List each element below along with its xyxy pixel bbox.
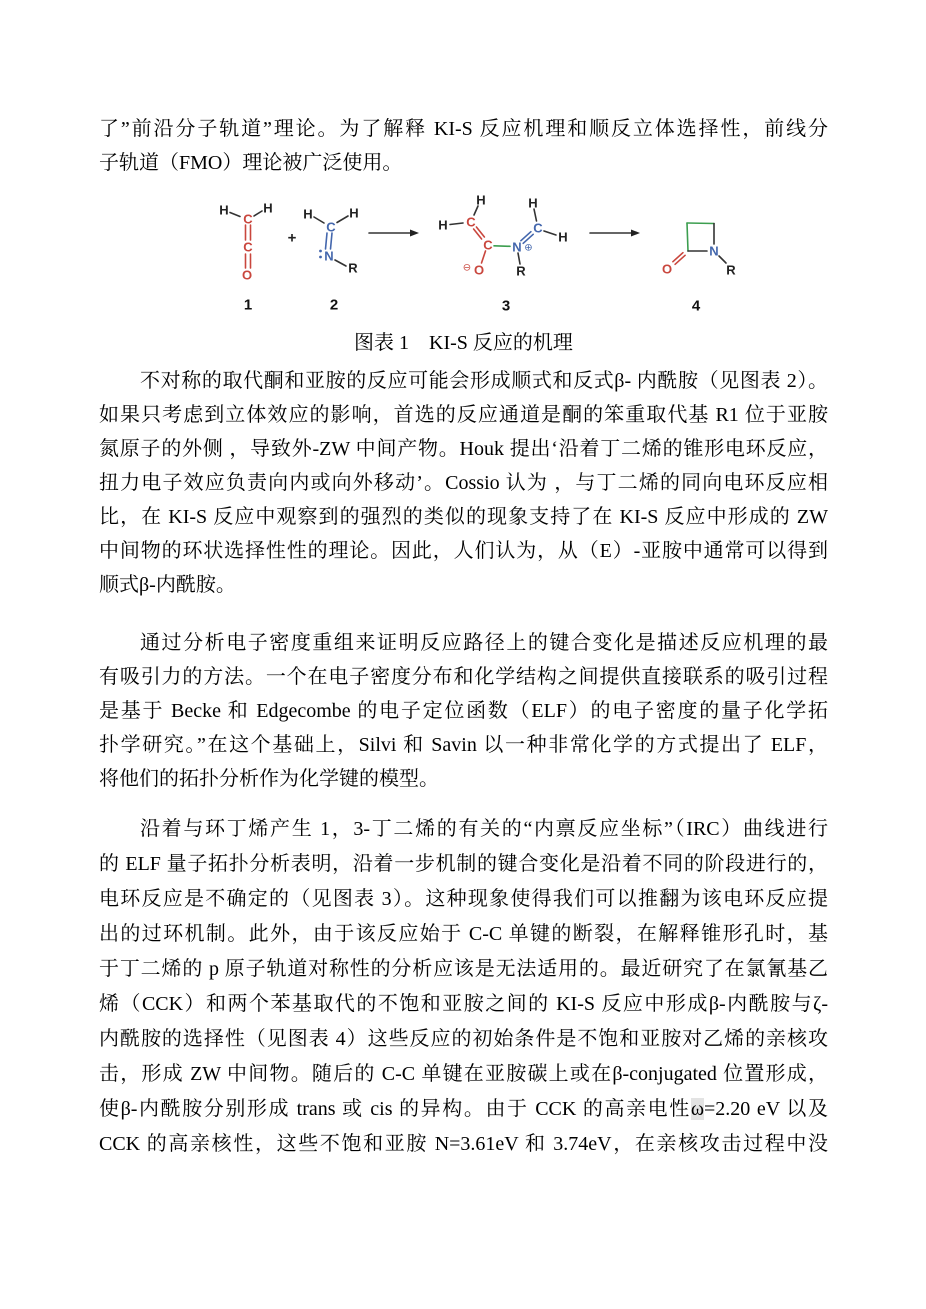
atom-label-h: H xyxy=(263,200,273,216)
beta-lactam-structure xyxy=(662,223,736,315)
text-line: 将他们的拓扑分析作为化学键的模型。 xyxy=(99,768,439,790)
text-line: 的 ELF 量子拓扑分析表明，沿着一步机制的键合变化是沿着不同的阶段进行的， xyxy=(99,853,828,875)
text-segment: =2.20 eV 以及 xyxy=(704,1098,828,1120)
reaction-scheme-figure xyxy=(180,190,760,322)
imine-structure xyxy=(303,206,358,314)
paragraph xyxy=(99,112,828,180)
atom-label-h: H xyxy=(219,202,229,218)
text-line: 扭力电子效应负责向内或向外移动’。Cossio 认为 ，与丁二烯的同向电环反应相 xyxy=(99,472,828,494)
paragraph xyxy=(99,364,828,602)
atom-label-h: H xyxy=(438,217,448,233)
text-line: 是基于 Becke 和 Edgecombe 的电子定位函数（ELF）的电子密度的量子化学拓 xyxy=(99,700,828,722)
paragraph xyxy=(99,812,828,1162)
atom-label-c: C xyxy=(326,219,336,235)
lone-pair-dot xyxy=(319,256,322,259)
atom-label-h: H xyxy=(476,192,486,208)
atom-label-c: C xyxy=(243,211,253,227)
text-line: 电环反应是不确定的（见图表 3）。这种现象使得我们可以推翻为该电环反应提 xyxy=(99,888,828,910)
atom-label-o: O xyxy=(473,262,485,278)
atom-label-r: R xyxy=(726,262,736,278)
atom-label-h: H xyxy=(558,229,568,245)
text-line: 中间物的环状选择性性的理论。因此，人们认为，从（E）-亚胺中通常可以得到 xyxy=(99,540,828,562)
atom-label-r: R xyxy=(348,260,358,276)
text-segment: 使β-内酰胺分别形成 trans 或 cis 的异构。由于 CCK 的高亲电性 xyxy=(99,1098,691,1120)
atom-label-c: C xyxy=(533,220,543,236)
ketene-structure xyxy=(219,201,272,314)
text-line: 如果只考虑到立体效应的影响，首选的反应通道是酮的笨重取代基 R1 位于亚胺 xyxy=(99,404,828,426)
atom-label-r: R xyxy=(516,263,526,279)
atom-label-h: H xyxy=(303,206,313,222)
text-line: 烯（CCK）和两个苯基取代的不饱和亚胺之间的 KI-S 反应中形成β-内酰胺与ζ- xyxy=(99,993,828,1015)
atom-label-c: C xyxy=(466,214,476,230)
atom-label-n: N xyxy=(709,243,719,259)
molecule-number-3: 3 xyxy=(501,297,511,315)
text-line xyxy=(99,1092,828,1127)
lone-pair-dot xyxy=(319,250,322,253)
text-line: 有吸引力的方法。一个在电子密度分布和化学结构之间提供直接联系的吸引过程 xyxy=(99,666,828,688)
atom-label-n: N xyxy=(512,239,522,255)
atom-label-c: C xyxy=(483,237,493,253)
positive-charge-icon: ⊕ xyxy=(524,242,533,254)
text-line: 通过分析电子密度重组来证明反应路径上的键合变化是描述反应机理的最 xyxy=(140,632,828,654)
atom-label-n: N xyxy=(324,248,334,264)
text-line: CCK 的高亲核性，这些不饱和亚胺 N=3.61eV 和 3.74eV，在亲核攻击过程中没 xyxy=(99,1133,828,1155)
text-line: 扑学研究。”在这个基础上，Silvi 和 Savin 以一种非常化学的方式提出了 ELF， xyxy=(99,734,828,756)
omega-highlighted-char: ω xyxy=(690,1098,704,1120)
text-line: 出的过环机制。此外，由于该反应始于 C-C 单键的断裂，在解释锥形孔时，基 xyxy=(99,923,828,945)
text-line: 顺式β-内酰胺。 xyxy=(99,574,236,596)
text-line: 氮原子的外侧 ，导致外-ZW 中间产物。Houk 提出‘沿着丁二烯的锥形电环反应， xyxy=(99,438,828,460)
text-line: 子轨道（FMO）理论被广泛使用。 xyxy=(99,152,403,174)
reaction-arrow xyxy=(590,230,640,237)
zwitterion-structure xyxy=(438,193,567,315)
atom-label-h: H xyxy=(528,195,538,211)
plus-sign: + xyxy=(287,229,297,247)
text-line: 了”前沿分子轨道”理论。为了解释 KI-S 反应机理和顺反立体选择性，前线分 xyxy=(99,118,828,140)
text-line: 于丁二烯的 p 原子轨道对称性的分析应该是无法适用的。最近研究了在氯氰基乙 xyxy=(99,958,828,980)
atom-label-o: O xyxy=(661,261,673,277)
text-line: 不对称的取代酮和亚胺的反应可能会形成顺式和反式β- 内酰胺（见图表 2）。 xyxy=(140,370,828,392)
molecule-number-1: 1 xyxy=(243,296,253,314)
text-line: 击，形成 ZW 中间物。随后的 C-C 单键在亚胺碳上或在β-conjugated 位置形成， xyxy=(99,1063,828,1085)
molecule-number-4: 4 xyxy=(691,297,701,315)
reaction-arrow xyxy=(369,230,419,237)
atom-label-c: C xyxy=(243,239,253,255)
text-line: 内酰胺的选择性（见图表 4）这些反应的初始条件是不饱和亚胺对乙烯的亲核攻 xyxy=(99,1028,828,1050)
paragraph xyxy=(99,626,828,796)
text-line: 比，在 KI-S 反应中观察到的强烈的类似的现象支持了在 KI-S 反应中形成的 ZW xyxy=(99,506,828,528)
molecule-number-2: 2 xyxy=(329,296,339,314)
figure-caption: 图表 1 KI-S 反应的机理 xyxy=(354,332,573,354)
text-line: 沿着与环丁烯产生 1，3-丁二烯的有关的“内禀反应坐标”（IRC）曲线进行 xyxy=(140,818,828,840)
atom-label-h: H xyxy=(349,205,359,221)
atom-label-o: O xyxy=(241,267,253,283)
negative-charge-icon: ⊖ xyxy=(462,262,472,274)
